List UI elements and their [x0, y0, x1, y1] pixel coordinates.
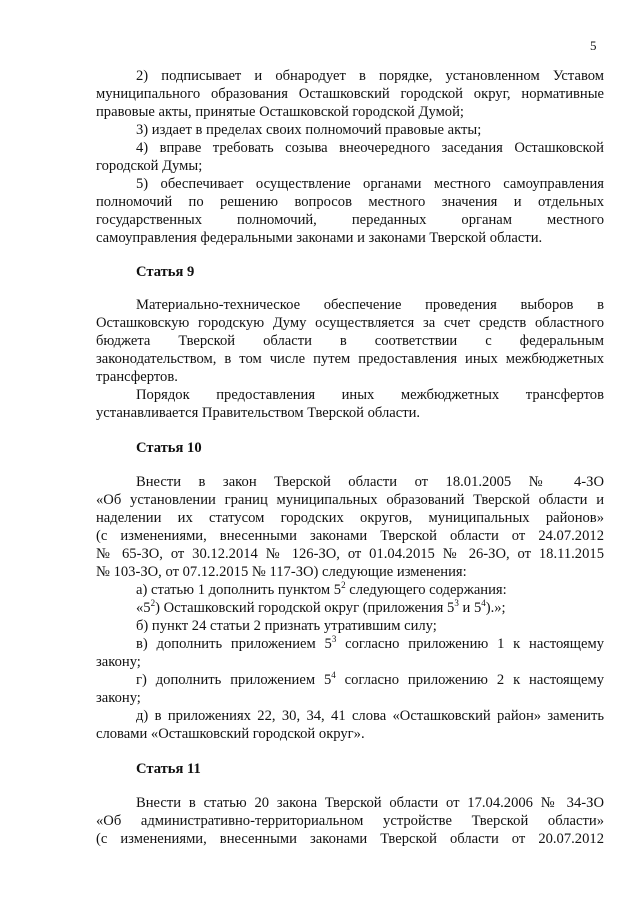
text-line: Внести в статью 20 закона Тверской области от 17.04.2006 № 34-ЗО [136, 795, 604, 811]
text-line: Порядок предоставления иных межбюджетных трансфертов [136, 387, 604, 403]
text-line: полномочий по решению вопросов местного значения и отдельных [96, 194, 604, 210]
text-line: наделении их статусом городских округов, муниципальных районов» [96, 510, 604, 526]
text-line: закону; [96, 654, 141, 670]
article-heading: Статья 10 [136, 440, 202, 456]
text-line: трансфертов. [96, 369, 178, 385]
text-line: государственных полномочий, переданных органам местного [96, 212, 604, 228]
page-number: 5 [590, 38, 597, 53]
text-line: бюджета Тверской области в соответствии с федеральным [96, 333, 604, 349]
text-line: самоуправления федеральными законами и законами Тверской области. [96, 230, 543, 246]
text-line: № 103-ЗО, от 07.12.2015 № 117-ЗО) следующие изменения: [96, 564, 467, 580]
text-line: (с изменениями, внесенными законами Тверской области от 24.07.2012 [96, 528, 604, 544]
text-line: (с изменениями, внесенными законами Тверской области от 20.07.2012 [96, 831, 604, 847]
text-line: «Об административно-территориальном устройстве Тверской области» [96, 813, 604, 829]
text-line: № 65-ЗО, от 30.12.2014 № 126-ЗО, от 01.04.2015 № 26-ЗО, от 18.11.2015 [96, 546, 604, 562]
text-line: Осташковскую городскую Думу осуществляется за счет средств областного [96, 315, 604, 331]
article-heading: Статья 11 [136, 761, 201, 777]
text-line: 5) обеспечивает осуществление органами местного самоуправления [136, 176, 604, 192]
text-line: Материально-техническое обеспечение проведения выборов в [136, 297, 604, 313]
text-line: а) статью 1 дополнить пунктом $5^2$ следующего содержания: [136, 580, 507, 598]
text-line: г) дополнить приложением $5^4$ согласно приложению 2 к настоящему [136, 670, 604, 688]
text-line: в) дополнить приложением $5^3$ согласно приложению 1 к настоящему [136, 634, 604, 652]
text-line: 3) издает в пределах своих полномочий правовые акты; [136, 122, 482, 138]
article-heading: Статья 9 [136, 264, 195, 280]
text-line: устанавливается Правительством Тверской области. [96, 405, 421, 421]
text-line: Внести в закон Тверской области от 18.01.2005 № 4-ЗО [136, 474, 604, 490]
text-line: словами «Осташковский городской округ». [96, 726, 365, 742]
text-line: «$5^2$) Осташковский городской округ (приложения $5^3$ и $5^4$).»; [136, 598, 506, 616]
text-line: б) пункт 24 статьи 2 признать утратившим силу; [136, 618, 437, 634]
text-line: городской Думы; [96, 158, 203, 174]
text-line: «Об установлении границ муниципальных образований Тверской области и [96, 492, 604, 508]
text-line: закону; [96, 690, 141, 706]
text-line: правовые акты, принятые Осташковской городской Думой; [96, 104, 464, 120]
text-line: муниципального образования Осташковский городской округ, нормативные [96, 86, 604, 102]
text-line: д) в приложениях 22, 30, 34, 41 слова «Осташковский район» заменить [136, 708, 604, 724]
text-line: 4) вправе требовать созыва внеочередного заседания Осташковской [136, 140, 604, 156]
text-line: законодательством, в том числе путем предоставления иных межбюджетных [96, 351, 604, 367]
text-line: 2) подписывает и обнародует в порядке, установленном Уставом [136, 68, 604, 84]
